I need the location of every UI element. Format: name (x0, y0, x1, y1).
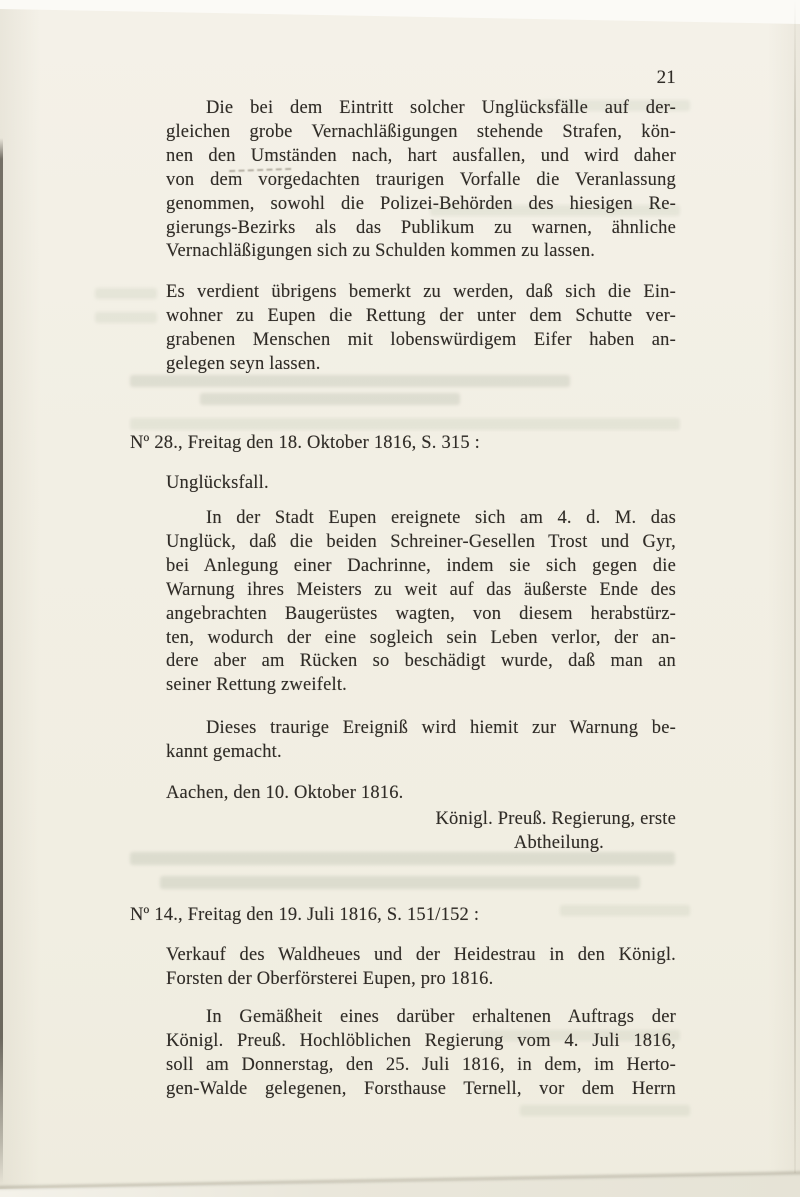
text-line: von dem vorgedachten traurigen Vorfalle die Veranlassung (166, 169, 676, 190)
text-line: dere aber am Rücken so beschädigt wurde, daß man an (166, 651, 676, 672)
text-line: genommen, sowohl die Polizei-Behörden des hiesigen Re- (166, 193, 676, 214)
page-bottom-edge (0, 1158, 800, 1197)
text-line: grabenen Menschen mit lobenswürdigem Eifer haben an- (166, 329, 676, 350)
article-paragraph (166, 507, 676, 698)
text-line: Forsten der Oberförsterei Eupen, pro 1816. (166, 968, 494, 989)
page-left-edge-shadow (0, 138, 3, 1184)
text-line: Es verdient übrigens bemerkt zu werden, daß sich die Ein- (166, 282, 676, 302)
dateline: Aachen, den 10. Oktober 1816. (166, 783, 404, 803)
text-line: gelegen seyn lassen. (166, 353, 321, 374)
signature-block (166, 808, 676, 856)
text-line: nen den Umständen nach, hart ausfallen, und wird daher (166, 145, 676, 166)
text-line: gen-Walde gelegenen, Forsthause Ternell, vor dem Herrn (166, 1078, 676, 1099)
text-line: Dieses traurige Ereigniß wird hiemit zur Warnung be- (206, 718, 676, 738)
text-line: angebrachten Baugerüstes wagten, von diesem herabstürz- (166, 603, 676, 624)
bleed-through-smudge (130, 375, 570, 387)
subject-paragraph (166, 944, 676, 992)
page-right-edge-shadow (794, 0, 796, 1197)
text-line: Die bei dem Eintritt solcher Unglücksfälle auf der- (206, 98, 676, 118)
text-line: seiner Rettung zweifelt. (166, 675, 348, 696)
bleed-through-smudge (95, 312, 157, 323)
article-title: Unglücksfall. (166, 473, 269, 493)
text-line: Vernachläßigungen sich zu Schulden kommen zu lassen. (166, 241, 596, 262)
article-paragraph (166, 1006, 676, 1102)
bleed-through-smudge (160, 876, 640, 889)
text-line: Warnung ihres Meisters zu weit auf das äußerste Ende des (166, 579, 676, 600)
text-line: gierungs-Bezirks als das Publikum zu warnen, ähnliche (166, 217, 676, 238)
page-number: 21 (656, 67, 676, 88)
section-header: Nº 28., Freitag den 18. Oktober 1816, S. 315 : (130, 433, 480, 453)
text-line: soll am Donnerstag, den 25. Juli 1816, in dem, im Herto- (166, 1054, 676, 1075)
text-line: ten, wodurch der eine sogleich sein Leben verlor, der an- (166, 627, 676, 648)
text-line: Verkauf des Waldheues und der Heidestrau in den Königl. (166, 945, 676, 965)
bleed-through-smudge (200, 393, 460, 405)
text-line: wohner zu Eupen die Rettung der unter dem Schutte ver- (166, 305, 676, 326)
bleed-through-smudge (95, 288, 157, 299)
section-header: Nº 14., Freitag den 19. Juli 1816, S. 151/152 : (130, 905, 480, 925)
text-line: kannt gemacht. (166, 741, 282, 762)
text-line: In Gemäßheit eines darüber erhaltenen Auftrags der (206, 1007, 676, 1027)
text-line: Königl. Preuß. Hochlöblichen Regierung vom 4. Juli 1816, (166, 1030, 676, 1051)
body-paragraph (166, 97, 676, 264)
bleed-through-smudge (130, 418, 680, 430)
bleed-through-smudge (520, 1105, 690, 1116)
body-paragraph (166, 281, 676, 377)
article-paragraph (166, 717, 676, 765)
signature-line-2: Abtheilung. (513, 832, 604, 853)
signature-line-1: Königl. Preuß. Regierung, erste (435, 809, 676, 829)
text-line: bei Anlegung einer Dachrinne, indem sie sich gegen die (166, 555, 676, 576)
text-line: In der Stadt Eupen ereignete sich am 4. d. M. das (206, 508, 676, 528)
text-line: gleichen grobe Vernachläßigungen stehende Strafen, kön- (166, 121, 676, 142)
page-top-edge (0, 0, 800, 26)
text-line: Unglück, daß die beiden Schreiner-Gesellen Trost und Gyr, (166, 531, 676, 552)
